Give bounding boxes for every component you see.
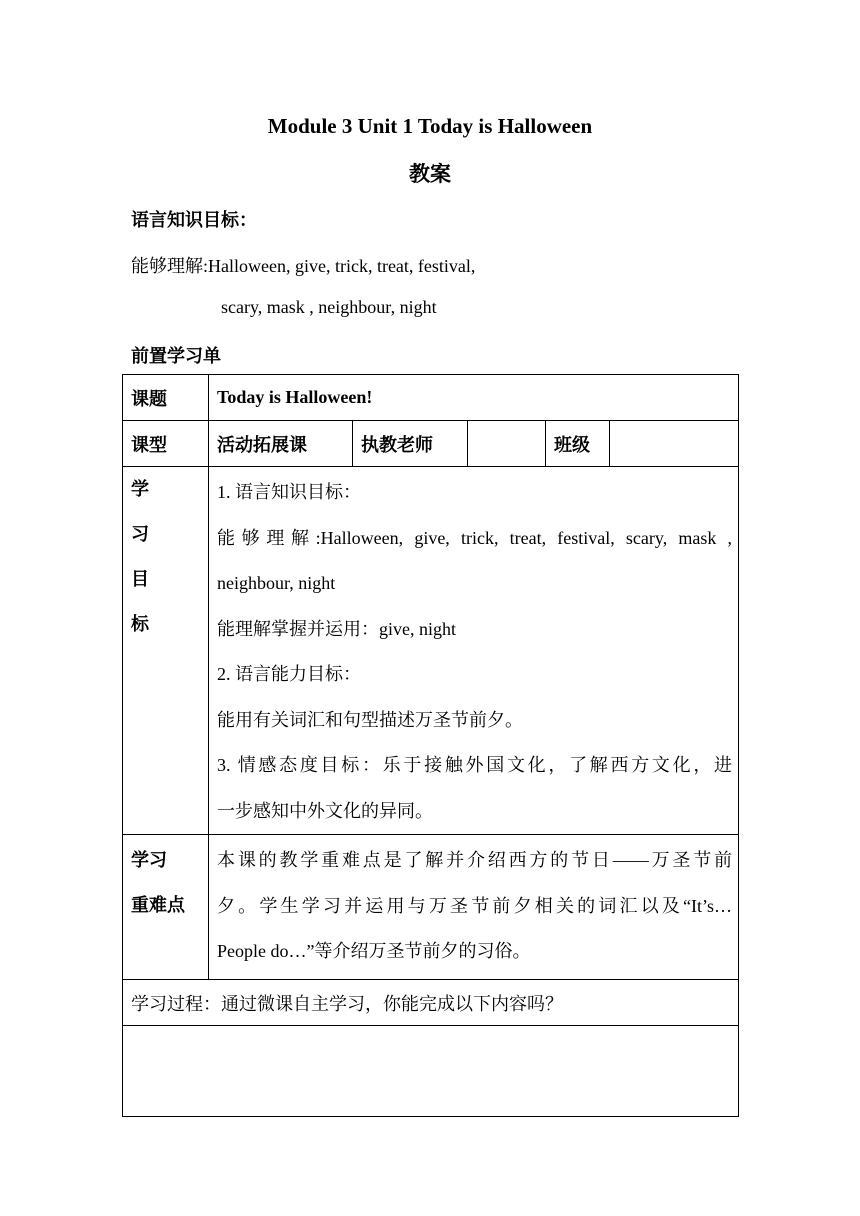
class-value [610, 421, 739, 467]
type-label: 课型 [123, 421, 209, 467]
goals-label-char: 目 [131, 569, 149, 589]
key-points-line: People do…”等介绍万圣节前夕的习俗。 [217, 941, 531, 961]
goals-line: 能用有关词汇和句型描述万圣节前夕。 [217, 709, 523, 730]
goals-line: neighbour, night [217, 573, 336, 593]
process-text: 学习过程：通过微课自主学习，你能完成以下内容吗？ [123, 980, 739, 1026]
document-title: Module 3 Unit 1 Today is Halloween [267, 114, 593, 138]
understand-line-1: 能够理解:Halloween, give, trick, treat, festival, [131, 256, 476, 276]
goal-heading: 语言知识目标： [131, 210, 257, 230]
teacher-label: 执教老师 [353, 421, 468, 467]
goals-label-char: 学 [131, 479, 149, 499]
goals-row [123, 467, 739, 835]
goals-line: 一步感知中外文化的异同。 [217, 800, 433, 821]
goals-content [209, 467, 739, 835]
goals-line: 2. 语言能力目标： [217, 664, 361, 684]
document-subtitle: 教案 [409, 162, 451, 186]
worksheet-table [122, 374, 739, 1117]
teacher-value [468, 421, 546, 467]
worksheet-heading: 前置学习单 [131, 346, 221, 366]
topic-value: Today is Halloween! [209, 375, 739, 421]
goals-line: 能够理解:Halloween, give, trick, treat, festival, scary, mask , [217, 527, 733, 548]
process-row [123, 980, 739, 1026]
goals-line: 1. 语言知识目标： [217, 482, 361, 502]
key-points-label-line: 重难点 [131, 895, 185, 915]
blank-cell [123, 1026, 739, 1117]
key-points-label [123, 835, 209, 980]
goals-label-char: 标 [131, 614, 149, 634]
understand-line-2: scary, mask , neighbour, night [221, 297, 437, 317]
key-points-label-line: 学习 [131, 850, 167, 870]
type-row [123, 421, 739, 467]
blank-row [123, 1026, 739, 1117]
topic-label: 课题 [123, 375, 209, 421]
key-points-row [123, 835, 739, 980]
key-points-line: 本课的教学重难点是了解并介绍西方的节日——万圣节前 [217, 850, 733, 870]
key-points-content [209, 835, 739, 980]
goals-line: 能理解掌握并运用：give, night [217, 618, 456, 639]
goals-label [123, 467, 209, 835]
class-label: 班级 [546, 421, 610, 467]
goals-label-char: 习 [131, 524, 149, 544]
topic-row [123, 375, 739, 421]
goals-line: 3. 情感态度目标：乐于接触外国文化，了解西方文化，进 [217, 755, 733, 775]
key-points-line: 夕。学生学习并运用与万圣节前夕相关的词汇以及“It’s… [217, 895, 733, 916]
type-value: 活动拓展课 [209, 421, 353, 467]
